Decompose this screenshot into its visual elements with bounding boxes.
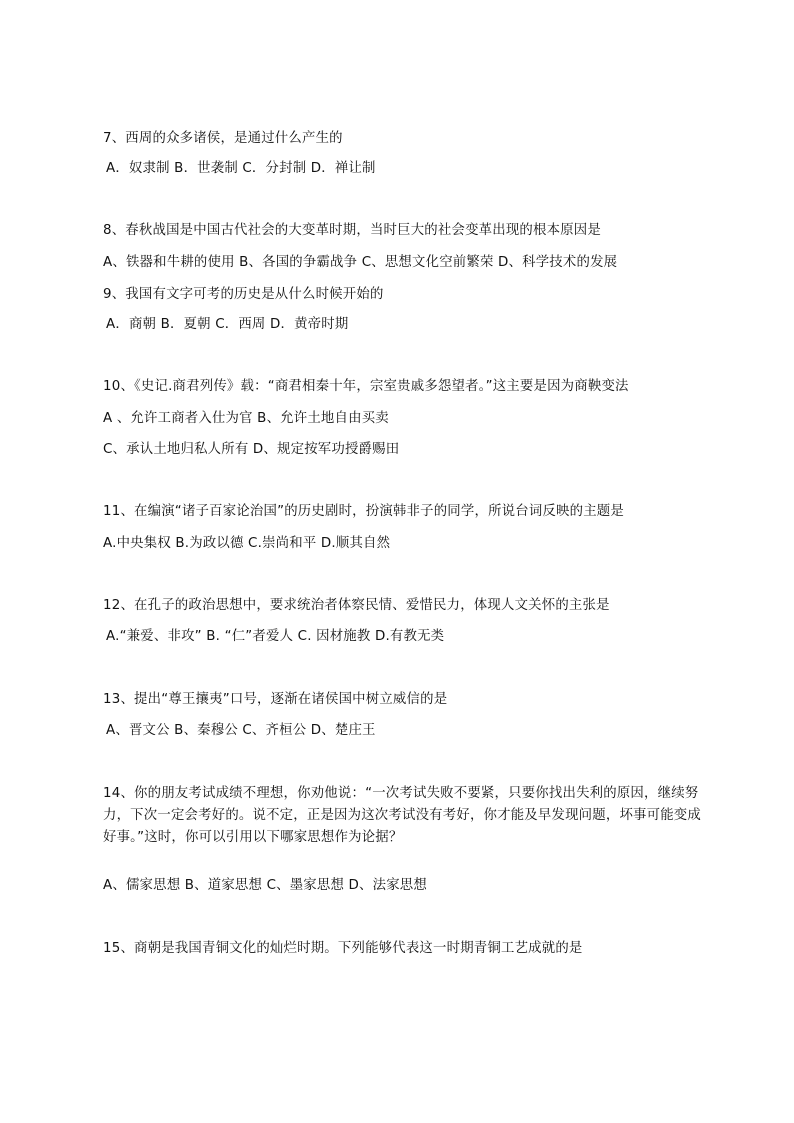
- question-13-options: A、晋文公 B、秦穆公 C、齐桓公 D、楚庄王: [106, 723, 376, 738]
- question-13-stem: 13、提出“尊王攘夷”口号，逐渐在诸侯国中树立威信的是: [103, 692, 448, 707]
- question-8-options: A、铁器和牛耕的使用 B、各国的争霸战争 C、思想文化空前繁荣 D、科学技术的发展: [103, 255, 618, 270]
- question-12-stem: 12、在孔子的政治思想中，要求统治者体察民情、爱惜民力，体现人文关怀的主张是: [103, 598, 610, 613]
- question-9-stem: 9、我国有文字可考的历史是从什么时候开始的: [103, 287, 384, 302]
- question-7-options: A．奴隶制 B．世袭制 C．分封制 D．禅让制: [106, 161, 376, 176]
- question-10-options-line1: A 、允许工商者入仕为官 B、允许土地自由买卖: [103, 411, 389, 426]
- question-8-stem: 8、春秋战国是中国古代社会的大变革时期，当时巨大的社会变革出现的根本原因是: [103, 223, 601, 238]
- question-12-options: A.“兼爱、非攻” B. “仁”者爱人 C. 因材施教 D.有教无类: [106, 629, 445, 644]
- question-9-options: A．商朝 B．夏朝 C．西周 D．黄帝时期: [106, 317, 349, 332]
- question-15-stem: 15、商朝是我国青铜文化的灿烂时期。下列能够代表这一时期青铜工艺成就的是: [103, 941, 583, 956]
- question-11-options: A.中央集权 B.为政以德 C.崇尚和平 D.顺其自然: [103, 536, 391, 551]
- question-14-options: A、儒家思想 B、道家思想 C、墨家思想 D、法家思想: [103, 878, 427, 893]
- question-11-stem: 11、在编演“诸子百家论治国”的历史剧时，扮演韩非子的同学，所说台词反映的主题是: [103, 504, 624, 519]
- question-10-stem: 10、《史记.商君列传》载：“商君相秦十年，宗室贵戚多怨望者。”这主要是因为商鞅变法: [103, 379, 629, 394]
- question-7-stem: 7、西周的众多诸侯，是通过什么产生的: [103, 131, 343, 146]
- question-10-options-line2: C、承认土地归私人所有 D、规定按军功授爵赐田: [103, 442, 400, 457]
- question-14-stem: 14、你的朋友考试成绩不理想，你劝他说：“一次考试失败不要紧，只要你找出失利的原因，继续努力，下次一定会考好的。说不定，正是因为这次考试没有考好，你才能及早发现问题，坏事可能变成好事。”这时，你可以引用以下哪家思想作为论据？: [103, 786, 701, 845]
